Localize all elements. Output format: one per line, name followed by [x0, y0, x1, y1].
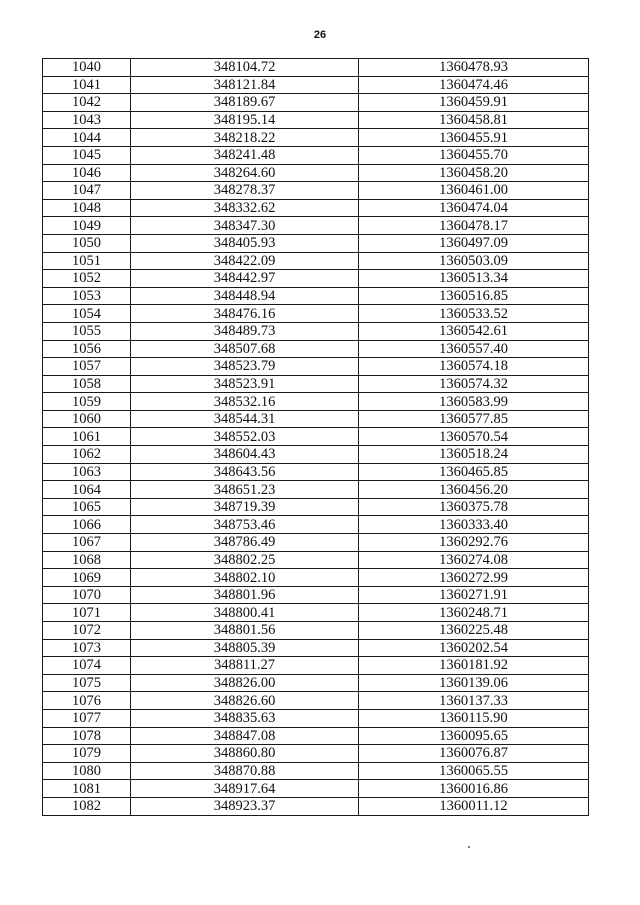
table-row: [43, 481, 589, 499]
table-row: [43, 428, 589, 446]
x-coordinate-cell: 348532.16: [131, 393, 359, 411]
y-coordinate-cell: 1360065.55: [359, 762, 589, 780]
y-coordinate-cell: 1360478.93: [359, 59, 589, 77]
stray-mark: [468, 846, 470, 848]
y-coordinate-cell: 1360533.52: [359, 305, 589, 323]
point-number-cell: 1081: [43, 780, 131, 798]
point-number-cell: 1058: [43, 375, 131, 393]
y-coordinate-cell: 1360375.78: [359, 498, 589, 516]
point-number-cell: 1053: [43, 287, 131, 305]
y-coordinate-cell: 1360292.76: [359, 534, 589, 552]
table-row: [43, 340, 589, 358]
point-number-cell: 1072: [43, 622, 131, 640]
x-coordinate-cell: 348332.62: [131, 199, 359, 217]
table-row: [43, 604, 589, 622]
x-coordinate-cell: 348195.14: [131, 111, 359, 129]
y-coordinate-cell: 1360458.81: [359, 111, 589, 129]
y-coordinate-cell: 1360458.20: [359, 164, 589, 182]
coordinates-table: [42, 58, 589, 816]
point-number-cell: 1063: [43, 463, 131, 481]
point-number-cell: 1052: [43, 270, 131, 288]
y-coordinate-cell: 1360465.85: [359, 463, 589, 481]
point-number-cell: 1066: [43, 516, 131, 534]
table-row: [43, 217, 589, 235]
y-coordinate-cell: 1360202.54: [359, 639, 589, 657]
x-coordinate-cell: 348507.68: [131, 340, 359, 358]
x-coordinate-cell: 348786.49: [131, 534, 359, 552]
x-coordinate-cell: 348923.37: [131, 797, 359, 815]
table-row: [43, 569, 589, 587]
x-coordinate-cell: 348264.60: [131, 164, 359, 182]
y-coordinate-cell: 1360503.09: [359, 252, 589, 270]
point-number-cell: 1055: [43, 322, 131, 340]
x-coordinate-cell: 348860.80: [131, 745, 359, 763]
point-number-cell: 1054: [43, 305, 131, 323]
table-row: [43, 322, 589, 340]
table-row: [43, 410, 589, 428]
point-number-cell: 1070: [43, 586, 131, 604]
table-row: [43, 287, 589, 305]
x-coordinate-cell: 348870.88: [131, 762, 359, 780]
table-row: [43, 305, 589, 323]
x-coordinate-cell: 348442.97: [131, 270, 359, 288]
table-row: [43, 146, 589, 164]
y-coordinate-cell: 1360115.90: [359, 709, 589, 727]
x-coordinate-cell: 348802.10: [131, 569, 359, 587]
y-coordinate-cell: 1360474.46: [359, 76, 589, 94]
point-number-cell: 1076: [43, 692, 131, 710]
point-number-cell: 1046: [43, 164, 131, 182]
y-coordinate-cell: 1360016.86: [359, 780, 589, 798]
x-coordinate-cell: 348826.60: [131, 692, 359, 710]
table-row: [43, 586, 589, 604]
x-coordinate-cell: 348719.39: [131, 498, 359, 516]
y-coordinate-cell: 1360455.70: [359, 146, 589, 164]
point-number-cell: 1061: [43, 428, 131, 446]
y-coordinate-cell: 1360076.87: [359, 745, 589, 763]
point-number-cell: 1041: [43, 76, 131, 94]
x-coordinate-cell: 348801.56: [131, 622, 359, 640]
point-number-cell: 1080: [43, 762, 131, 780]
table-row: [43, 727, 589, 745]
table-row: [43, 797, 589, 815]
table-row: [43, 534, 589, 552]
point-number-cell: 1075: [43, 674, 131, 692]
table-row: [43, 252, 589, 270]
x-coordinate-cell: 348917.64: [131, 780, 359, 798]
point-number-cell: 1040: [43, 59, 131, 77]
table-row: [43, 692, 589, 710]
table-row: [43, 498, 589, 516]
table-row: [43, 76, 589, 94]
x-coordinate-cell: 348189.67: [131, 94, 359, 112]
point-number-cell: 1060: [43, 410, 131, 428]
y-coordinate-cell: 1360333.40: [359, 516, 589, 534]
x-coordinate-cell: 348604.43: [131, 446, 359, 464]
y-coordinate-cell: 1360248.71: [359, 604, 589, 622]
x-coordinate-cell: 348802.25: [131, 551, 359, 569]
table-row: [43, 234, 589, 252]
x-coordinate-cell: 348801.96: [131, 586, 359, 604]
y-coordinate-cell: 1360478.17: [359, 217, 589, 235]
y-coordinate-cell: 1360139.06: [359, 674, 589, 692]
x-coordinate-cell: 348347.30: [131, 217, 359, 235]
table-row: [43, 674, 589, 692]
x-coordinate-cell: 348422.09: [131, 252, 359, 270]
point-number-cell: 1077: [43, 709, 131, 727]
y-coordinate-cell: 1360455.91: [359, 129, 589, 147]
point-number-cell: 1071: [43, 604, 131, 622]
y-coordinate-cell: 1360274.08: [359, 551, 589, 569]
point-number-cell: 1062: [43, 446, 131, 464]
x-coordinate-cell: 348811.27: [131, 657, 359, 675]
x-coordinate-cell: 348643.56: [131, 463, 359, 481]
table-row: [43, 270, 589, 288]
page-number: 26: [313, 29, 327, 41]
x-coordinate-cell: 348835.63: [131, 709, 359, 727]
table-row: [43, 745, 589, 763]
y-coordinate-cell: 1360181.92: [359, 657, 589, 675]
point-number-cell: 1073: [43, 639, 131, 657]
point-number-cell: 1049: [43, 217, 131, 235]
y-coordinate-cell: 1360225.48: [359, 622, 589, 640]
table-row: [43, 94, 589, 112]
y-coordinate-cell: 1360570.54: [359, 428, 589, 446]
y-coordinate-cell: 1360272.99: [359, 569, 589, 587]
y-coordinate-cell: 1360137.33: [359, 692, 589, 710]
y-coordinate-cell: 1360574.32: [359, 375, 589, 393]
x-coordinate-cell: 348826.00: [131, 674, 359, 692]
x-coordinate-cell: 348489.73: [131, 322, 359, 340]
y-coordinate-cell: 1360461.00: [359, 182, 589, 200]
point-number-cell: 1044: [43, 129, 131, 147]
point-number-cell: 1068: [43, 551, 131, 569]
point-number-cell: 1045: [43, 146, 131, 164]
x-coordinate-cell: 348523.79: [131, 358, 359, 376]
table-row: [43, 709, 589, 727]
point-number-cell: 1047: [43, 182, 131, 200]
y-coordinate-cell: 1360574.18: [359, 358, 589, 376]
point-number-cell: 1064: [43, 481, 131, 499]
point-number-cell: 1042: [43, 94, 131, 112]
point-number-cell: 1074: [43, 657, 131, 675]
y-coordinate-cell: 1360011.12: [359, 797, 589, 815]
x-coordinate-cell: 348218.22: [131, 129, 359, 147]
table-row: [43, 551, 589, 569]
point-number-cell: 1078: [43, 727, 131, 745]
x-coordinate-cell: 348405.93: [131, 234, 359, 252]
table-row: [43, 182, 589, 200]
x-coordinate-cell: 348121.84: [131, 76, 359, 94]
y-coordinate-cell: 1360557.40: [359, 340, 589, 358]
point-number-cell: 1065: [43, 498, 131, 516]
point-number-cell: 1069: [43, 569, 131, 587]
y-coordinate-cell: 1360583.99: [359, 393, 589, 411]
x-coordinate-cell: 348805.39: [131, 639, 359, 657]
x-coordinate-cell: 348544.31: [131, 410, 359, 428]
y-coordinate-cell: 1360513.34: [359, 270, 589, 288]
point-number-cell: 1056: [43, 340, 131, 358]
x-coordinate-cell: 348753.46: [131, 516, 359, 534]
y-coordinate-cell: 1360516.85: [359, 287, 589, 305]
y-coordinate-cell: 1360577.85: [359, 410, 589, 428]
table-row: [43, 446, 589, 464]
point-number-cell: 1082: [43, 797, 131, 815]
point-number-cell: 1059: [43, 393, 131, 411]
y-coordinate-cell: 1360095.65: [359, 727, 589, 745]
x-coordinate-cell: 348800.41: [131, 604, 359, 622]
table-row: [43, 375, 589, 393]
table-row: [43, 780, 589, 798]
x-coordinate-cell: 348104.72: [131, 59, 359, 77]
y-coordinate-cell: 1360271.91: [359, 586, 589, 604]
table-row: [43, 639, 589, 657]
table-row: [43, 516, 589, 534]
table-row: [43, 111, 589, 129]
y-coordinate-cell: 1360456.20: [359, 481, 589, 499]
point-number-cell: 1067: [43, 534, 131, 552]
table-row: [43, 199, 589, 217]
x-coordinate-cell: 348278.37: [131, 182, 359, 200]
table-row: [43, 762, 589, 780]
x-coordinate-cell: 348476.16: [131, 305, 359, 323]
x-coordinate-cell: 348448.94: [131, 287, 359, 305]
y-coordinate-cell: 1360474.04: [359, 199, 589, 217]
x-coordinate-cell: 348523.91: [131, 375, 359, 393]
table-row: [43, 622, 589, 640]
x-coordinate-cell: 348241.48: [131, 146, 359, 164]
table-row: [43, 358, 589, 376]
y-coordinate-cell: 1360497.09: [359, 234, 589, 252]
table-row: [43, 463, 589, 481]
point-number-cell: 1043: [43, 111, 131, 129]
x-coordinate-cell: 348651.23: [131, 481, 359, 499]
point-number-cell: 1051: [43, 252, 131, 270]
table-row: [43, 657, 589, 675]
x-coordinate-cell: 348552.03: [131, 428, 359, 446]
y-coordinate-cell: 1360542.61: [359, 322, 589, 340]
point-number-cell: 1057: [43, 358, 131, 376]
point-number-cell: 1048: [43, 199, 131, 217]
x-coordinate-cell: 348847.08: [131, 727, 359, 745]
point-number-cell: 1050: [43, 234, 131, 252]
y-coordinate-cell: 1360459.91: [359, 94, 589, 112]
point-number-cell: 1079: [43, 745, 131, 763]
table-row: [43, 59, 589, 77]
coordinates-table-body: [43, 59, 589, 816]
table-row: [43, 164, 589, 182]
table-row: [43, 129, 589, 147]
y-coordinate-cell: 1360518.24: [359, 446, 589, 464]
table-row: [43, 393, 589, 411]
